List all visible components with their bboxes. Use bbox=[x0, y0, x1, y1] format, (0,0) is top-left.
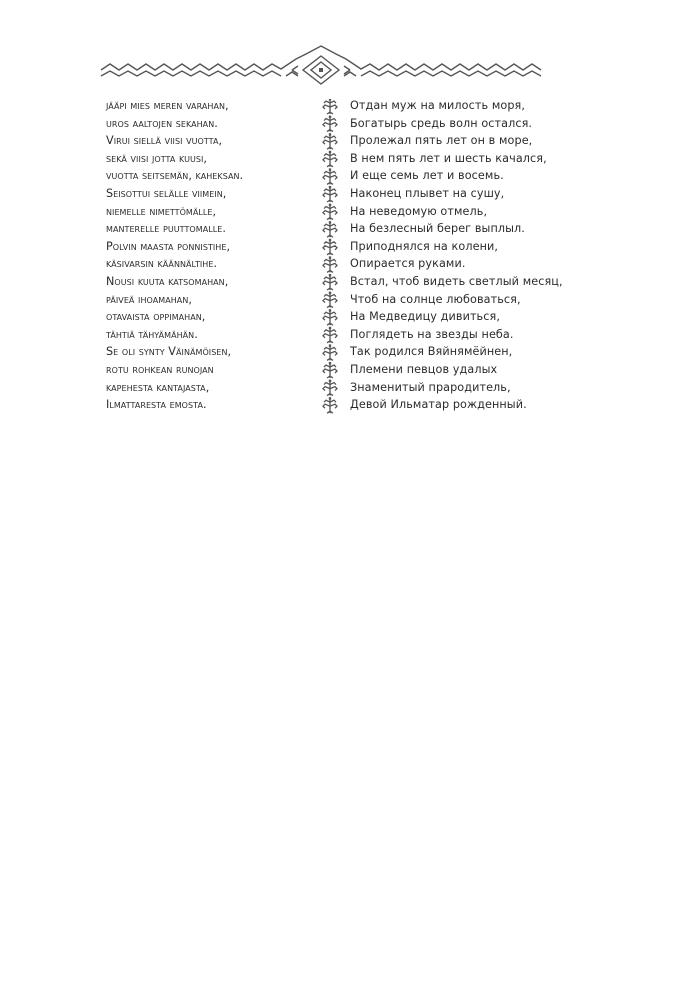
finnish-verse-line: Seisottui selälle viimein, bbox=[106, 186, 227, 200]
russian-verse-line: Знаменитый прародитель, bbox=[350, 380, 511, 394]
tree-of-life-ornament-icon bbox=[323, 239, 337, 255]
tree-of-life-ornament-icon bbox=[323, 309, 337, 325]
russian-verse-line: На безлесный берег выплыл. bbox=[350, 222, 525, 236]
finnish-verse-line: manterelle puuttomalle. bbox=[106, 222, 226, 236]
finnish-verse-line: Se oli synty Väinämöisen, bbox=[106, 345, 232, 359]
tree-of-life-ornament-icon bbox=[323, 362, 337, 378]
russian-verse-column bbox=[350, 97, 580, 414]
finnish-verse-line: käsivarsin käännältihe. bbox=[106, 257, 218, 271]
finnish-verse-line: niemelle nimettömälle, bbox=[106, 204, 217, 218]
finnish-verse-line: päiveä ihoamahan, bbox=[106, 292, 192, 306]
finnish-verse-line: Polvin maasta ponnistihe, bbox=[106, 239, 231, 253]
russian-verse-line: Богатырь средь волн остался. bbox=[350, 116, 533, 130]
russian-verse-line: В нем пять лет и шесть качался, bbox=[350, 151, 547, 165]
tree-of-life-ornament-icon bbox=[323, 274, 337, 290]
tree-of-life-ornament-icon bbox=[323, 256, 337, 272]
finnish-verse-line: uros aaltojen sekahan. bbox=[106, 116, 218, 130]
tree-of-life-ornament-icon bbox=[323, 186, 337, 202]
finnish-verse-line: tähtiä tähyämähän. bbox=[106, 327, 198, 341]
border-ornament-icon bbox=[96, 42, 546, 90]
tree-of-life-ornament-icon bbox=[323, 99, 337, 114]
finnish-verse-column bbox=[106, 97, 306, 414]
finnish-verse-line: otavaista oppimahan, bbox=[106, 310, 206, 324]
russian-verse-line: Пролежал пять лет он в море, bbox=[350, 134, 533, 148]
tree-of-life-ornament-icon bbox=[323, 221, 337, 237]
tree-of-life-ornament-icon bbox=[323, 151, 337, 167]
russian-verse-line: Встал, чтоб видеть светлый месяц, bbox=[350, 274, 563, 288]
russian-verse-line: Поглядеть на звезды неба. bbox=[350, 327, 514, 341]
finnish-verse-line: Virui siellä viisi vuotta, bbox=[106, 134, 223, 148]
tree-of-life-ornament-icon bbox=[323, 380, 337, 396]
russian-verse-line: На Медведицу дивиться, bbox=[350, 310, 500, 324]
finnish-verse-line: Ilmattaresta emosta. bbox=[106, 398, 207, 412]
russian-verse-line: Чтоб на солнце любоваться, bbox=[350, 292, 521, 306]
tree-of-life-ornament-icon bbox=[323, 204, 337, 220]
russian-verse-line: И еще семь лет и восемь. bbox=[350, 169, 504, 183]
tree-of-life-ornament-icon bbox=[323, 327, 337, 343]
russian-verse-line: Опирается руками. bbox=[350, 257, 466, 271]
tree-of-life-ornament-icon bbox=[323, 133, 337, 149]
tree-of-life-ornament-icon bbox=[323, 292, 337, 308]
finnish-verse-line: kapehesta kantajasta, bbox=[106, 380, 210, 394]
tree-of-life-ornament-icon bbox=[323, 168, 337, 184]
russian-verse-line: Отдан муж на милость моря, bbox=[350, 99, 526, 112]
tree-of-life-ornament-icon bbox=[323, 344, 337, 360]
tree-of-life-ornament-icon bbox=[323, 116, 337, 132]
finnish-verse-line: vuotta seitsemän, kaheksan. bbox=[106, 169, 244, 183]
russian-verse-line: Приподнялся на колени, bbox=[350, 239, 499, 253]
finnish-verse-line: jääpi mies meren varahan, bbox=[106, 99, 229, 112]
finnish-verse-line: Nousi kuuta katsomahan, bbox=[106, 274, 229, 288]
russian-verse-line: Так родился Вяйнямёйнен, bbox=[350, 345, 513, 359]
finnish-verse-line: rotu rohkean runojan bbox=[106, 362, 214, 376]
russian-verse-line: Племени певцов удалых bbox=[350, 362, 498, 376]
russian-verse-line: На неведомую отмель, bbox=[350, 204, 488, 218]
tree-of-life-ornament-column bbox=[319, 99, 341, 429]
russian-verse-line: Наконец плывет на сушу, bbox=[350, 186, 505, 200]
russian-verse-line: Девой Ильматар рожденный. bbox=[350, 398, 527, 412]
tree-of-life-ornament-icon bbox=[323, 397, 337, 413]
finnish-verse-line: sekä viisi jotta kuusi, bbox=[106, 151, 208, 165]
